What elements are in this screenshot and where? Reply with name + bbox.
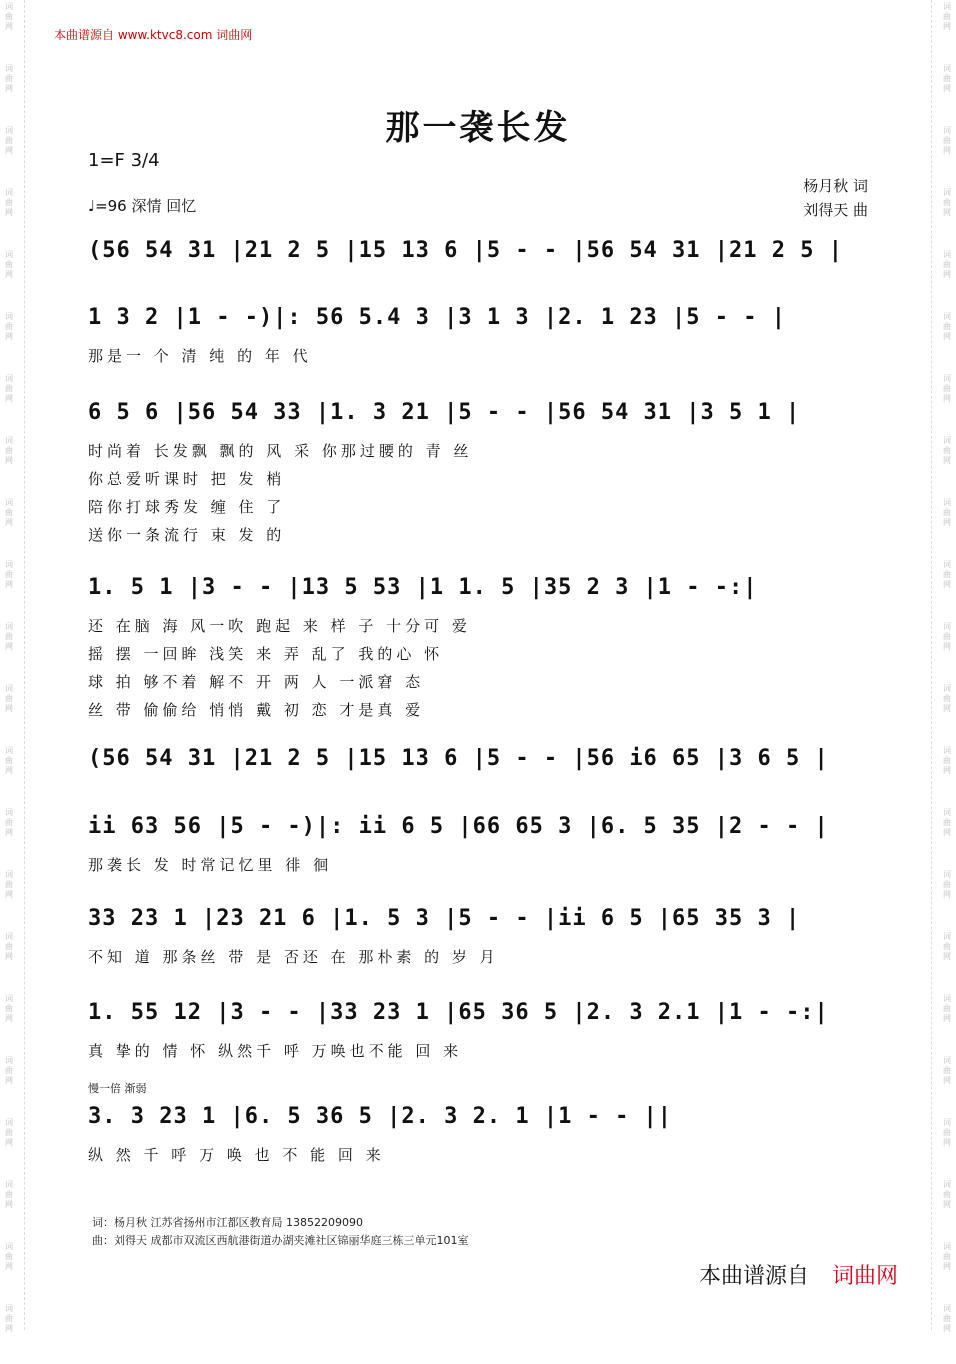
watermark-text: 词 曲 网: [943, 64, 951, 93]
notation-line: 33 23 1 |23 21 6 |1. 5 3 |5 - - |ii 6 5 |65 35 3 |: [88, 906, 801, 931]
watermark-text: 词 曲 网: [5, 622, 13, 651]
right-dashed-border: [931, 0, 932, 1330]
watermark-text: 词 曲 网: [943, 1118, 951, 1147]
brand-right: 词曲网: [831, 1264, 898, 1289]
watermark-text: 词 曲 网: [943, 994, 951, 1023]
lyric-line: 还 在脑 海 风一吹 跑起 来 样 子 十分可 爱: [88, 617, 471, 635]
header-source: 本曲谱源自 www.ktvc8.com 词曲网: [54, 28, 253, 42]
lyric-line: 陪你打球秀发 缠 住 了: [88, 498, 286, 516]
watermark-text: 词 曲 网: [5, 2, 13, 31]
footer-lyricist: 词：杨月秋 江苏省扬州市江都区教育局 13852209090: [92, 1216, 363, 1229]
left-watermark-strip: [2, 0, 16, 1333]
watermark-text: 词 曲 网: [943, 498, 951, 527]
brand-left: 本曲谱源自: [698, 1264, 809, 1289]
watermark-text: 词 曲 网: [5, 188, 13, 217]
watermark-text: 词 曲 网: [5, 808, 13, 837]
watermark-text: 词 曲 网: [5, 374, 13, 403]
watermark-text: 词 曲 网: [5, 250, 13, 279]
lyric-line: 送你一条流行 束 发 的: [88, 526, 286, 544]
watermark-text: 词 曲 网: [5, 870, 13, 899]
left-dashed-border: [24, 0, 25, 1330]
notation-line: (56 54 31 |21 2 5 |15 13 6 |5 - - |56 i6 65 |3 6 5 |: [88, 746, 829, 771]
watermark-text: 词 曲 网: [943, 560, 951, 589]
watermark-text: 词 曲 网: [5, 1180, 13, 1209]
composer-credit: 刘得天 曲: [803, 201, 868, 219]
watermark-text: 词 曲 网: [943, 746, 951, 775]
watermark-text: 词 曲 网: [943, 1180, 951, 1209]
lyric-line: 球 拍 够不着 解不 开 两 人 一派窘 态: [88, 673, 425, 691]
watermark-text: 词 曲 网: [5, 498, 13, 527]
watermark-text: 词 曲 网: [5, 126, 13, 155]
notation-line: 6 5 6 |56 54 33 |1. 3 21 |5 - - |56 54 31 |3 5 1 |: [88, 400, 801, 425]
lyric-line: 不知 道 那条丝 带 是 否还 在 那朴素 的 岁 月: [88, 948, 499, 966]
watermark-text: 词 曲 网: [5, 64, 13, 93]
watermark-text: 词 曲 网: [5, 436, 13, 465]
credits: [803, 174, 868, 222]
watermark-text: 词 曲 网: [943, 1304, 951, 1333]
expression-marking: 慢一倍 渐弱: [88, 1082, 147, 1095]
notation-line: 3. 3 23 1 |6. 5 36 5 |2. 3 2. 1 |1 - - ||: [88, 1104, 673, 1129]
watermark-text: 词 曲 网: [943, 2, 951, 31]
footer: [92, 1214, 469, 1250]
watermark-text: 词 曲 网: [943, 436, 951, 465]
lyric-line: 纵 然 千 呼 万 唤 也 不 能 回 来: [88, 1146, 385, 1164]
watermark-text: 词 曲 网: [5, 1304, 13, 1333]
lyricist-credit: 杨月秋 词: [803, 177, 868, 195]
watermark-text: 词 曲 网: [943, 870, 951, 899]
watermark-text: 词 曲 网: [943, 250, 951, 279]
lyric-line: 丝 带 偷偷给 悄悄 戴 初 恋 才是真 爱: [88, 701, 425, 719]
watermark-text: 词 曲 网: [943, 126, 951, 155]
watermark-text: 词 曲 网: [943, 684, 951, 713]
watermark-text: 词 曲 网: [943, 1242, 951, 1271]
watermark-text: 词 曲 网: [943, 1056, 951, 1085]
watermark-text: 词 曲 网: [5, 1242, 13, 1271]
watermark-text: 词 曲 网: [5, 932, 13, 961]
brand: [699, 1259, 898, 1290]
notation-line: 1. 55 12 |3 - - |33 23 1 |65 36 5 |2. 3 2.1 |1 - -:|: [88, 1000, 829, 1025]
watermark-text: 词 曲 网: [5, 994, 13, 1023]
watermark-text: 词 曲 网: [943, 932, 951, 961]
watermark-text: 词 曲 网: [5, 1118, 13, 1147]
lyric-line: 那袭长 发 时常记忆里 徘 徊: [88, 856, 333, 874]
notation-line: (56 54 31 |21 2 5 |15 13 6 |5 - - |56 54 31 |21 2 5 |: [88, 238, 843, 263]
watermark-text: 词 曲 网: [943, 622, 951, 651]
lyric-line: 那是一 个 清 纯 的 年 代: [88, 347, 312, 365]
lyric-line: 真 挚的 情 怀 纵然千 呼 万唤也不能 回 来: [88, 1042, 463, 1060]
notation-line: 1. 5 1 |3 - - |13 5 53 |1 1. 5 |35 2 3 |1 - -:|: [88, 575, 758, 600]
notation-line: ii 63 56 |5 - -)|: ii 6 5 |66 65 3 |6. 5 35 |2 - - |: [88, 814, 829, 839]
page-title: 那一袭长发: [385, 108, 571, 148]
watermark-text: 词 曲 网: [943, 188, 951, 217]
watermark-text: 词 曲 网: [5, 684, 13, 713]
watermark-text: 词 曲 网: [943, 374, 951, 403]
tempo-marking: ♩=96 深情 回忆: [88, 197, 197, 215]
watermark-text: 词 曲 网: [943, 312, 951, 341]
watermark-text: 词 曲 网: [943, 808, 951, 837]
watermark-text: 词 曲 网: [5, 746, 13, 775]
lyric-line: 摇 摆 一回眸 浅笑 来 弄 乱了 我的心 怀: [88, 645, 444, 663]
notation-line: 1 3 2 |1 - -)|: 56 5.4 3 |3 1 3 |2. 1 23 |5 - - |: [88, 305, 787, 330]
right-watermark-strip: [940, 0, 954, 1333]
key-signature: 1=F 3/4: [88, 150, 160, 171]
watermark-text: 词 曲 网: [5, 312, 13, 341]
watermark-text: 词 曲 网: [5, 1056, 13, 1085]
lyric-line: 你总爱听课时 把 发 梢: [88, 470, 286, 488]
watermark-text: 词 曲 网: [5, 560, 13, 589]
footer-composer: 曲：刘得天 成都市双流区西航港街道办湖夹滩社区锦丽华庭三栋三单元101室: [92, 1234, 469, 1247]
lyric-line: 时尚着 长发飘 飘的 风 采 你那过腰的 青 丝: [88, 442, 473, 460]
